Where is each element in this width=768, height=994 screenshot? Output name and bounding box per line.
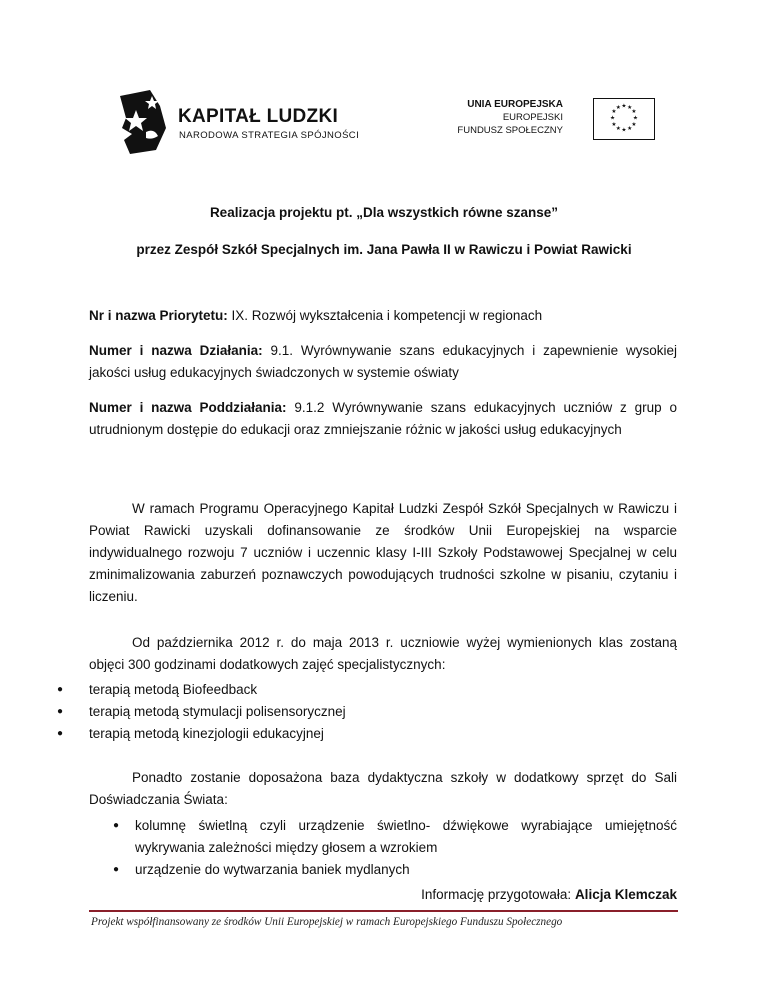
action-label: Numer i nazwa Działania: [89,343,263,358]
footer-note: Projekt współfinansowany ze środków Unii Europejskiej w ramach Europejskiego Funduszu Społecznego [91,916,563,928]
subaction-label: Numer i nazwa Poddziałania: [89,400,287,415]
list-item: ● terapią metodą Biofeedback [57,679,346,701]
eu-line-1: UNIA EUROPEJSKA [467,99,563,110]
priority-line [89,305,677,327]
subaction-value: 9.1.2 Wyrównywanie szans edukacyjnych uczniów z grup o utrudnionym dostępie do edukacji oraz zmniejszanie różnic w jakości usług edukacyjnych [89,400,677,437]
eu-logo [457,98,655,140]
svg-text:★: ★ [611,108,617,115]
svg-text:★: ★ [621,127,627,134]
eu-logo-text [457,98,563,137]
action-paragraph [89,340,677,384]
list-item: ● kolumnę świetlną czyli urządzenie świetlno- dźwiękowe wyrabiające umiejętność wykrywania zależności między głosem a wzrokiem [113,815,677,859]
prepared-by-label: Informację przygotowała: [421,887,575,902]
kapital-ludzki-emblem-icon [116,88,170,154]
eu-line-2: EUROPEJSKI [502,112,563,123]
kapital-ludzki-logo [116,88,360,156]
svg-text:★: ★ [631,108,637,115]
list-item: ● terapią metodą kinezjologii edukacyjnej [57,723,346,745]
svg-text:★: ★ [621,103,627,110]
list-item: ● terapią metodą stymulacji polisensorycznej [57,701,346,723]
program-paragraph: W ramach Programu Operacyjnego Kapitał Ludzki Zespół Szkół Specjalnych w Rawiczu i Powiat Rawicki uzyskali dofinansowanie ze środków Unii Europejskiej na wsparcie indywidualnego rozwoju 7 uczniów i uczennic klasy I-III Szkoły Podstawowej Specjalnej w celu zminimalizowania zaburzeń poznawczych powodujących trudności szkolne w pisaniu, czytaniu i liczeniu. [89,501,677,604]
action-value: 9.1. Wyrównywanie szans edukacyjnych i zapewnienie wysokiej jakości usług edukacyjnych świadczonych w systemie oświaty [89,343,677,380]
svg-text:★: ★ [615,125,621,132]
svg-text:★: ★ [627,105,633,111]
svg-text:★: ★ [610,115,616,122]
period-paragraph: Od października 2012 r. do maja 2013 r. uczniowie wyżej wymienionych klas zostaną objęci 300 godzinami dodatkowych zajęć specjalistycznych: [89,635,677,672]
project-title: Realizacja projektu pt. „Dla wszystkich równe szanse” [209,205,559,220]
prepared-by [421,887,677,902]
therapy-list [57,679,346,745]
kapital-ludzki-title: KAPITAŁ LUDZKI [178,106,339,127]
list-item: ● urządzenie do wytwarzania baniek mydlanych [113,859,677,881]
svg-text:★: ★ [632,115,638,122]
prepared-by-name: Alicja Klemczak [574,887,677,902]
subaction-paragraph [89,397,677,441]
svg-text:★: ★ [611,122,617,129]
equipment-list [113,815,677,881]
priority-label: Nr i nazwa Priorytetu: [89,308,228,323]
footer-divider [89,910,678,912]
svg-text:★: ★ [631,122,637,129]
svg-text:★: ★ [615,105,621,111]
priority-value: IX. Rozwój wykształcenia i kompetencji w regionach [227,308,543,323]
eu-line-3: FUNDUSZ SPOŁECZNY [457,125,563,136]
equipment-paragraph: Ponadto zostanie doposażona baza dydaktyczna szkoły w dodatkowy sprzęt do Sali Doświadczania Świata: [89,770,677,807]
project-subtitle: przez Zespół Szkół Specjalnych im. Jana Pawła II w Rawiczu i Powiat Rawicki [136,242,632,257]
eu-flag-icon [593,98,655,140]
svg-text:★: ★ [627,125,633,132]
kapital-ludzki-subtitle: NARODOWA STRATEGIA SPÓJNOŚCI [179,130,360,141]
